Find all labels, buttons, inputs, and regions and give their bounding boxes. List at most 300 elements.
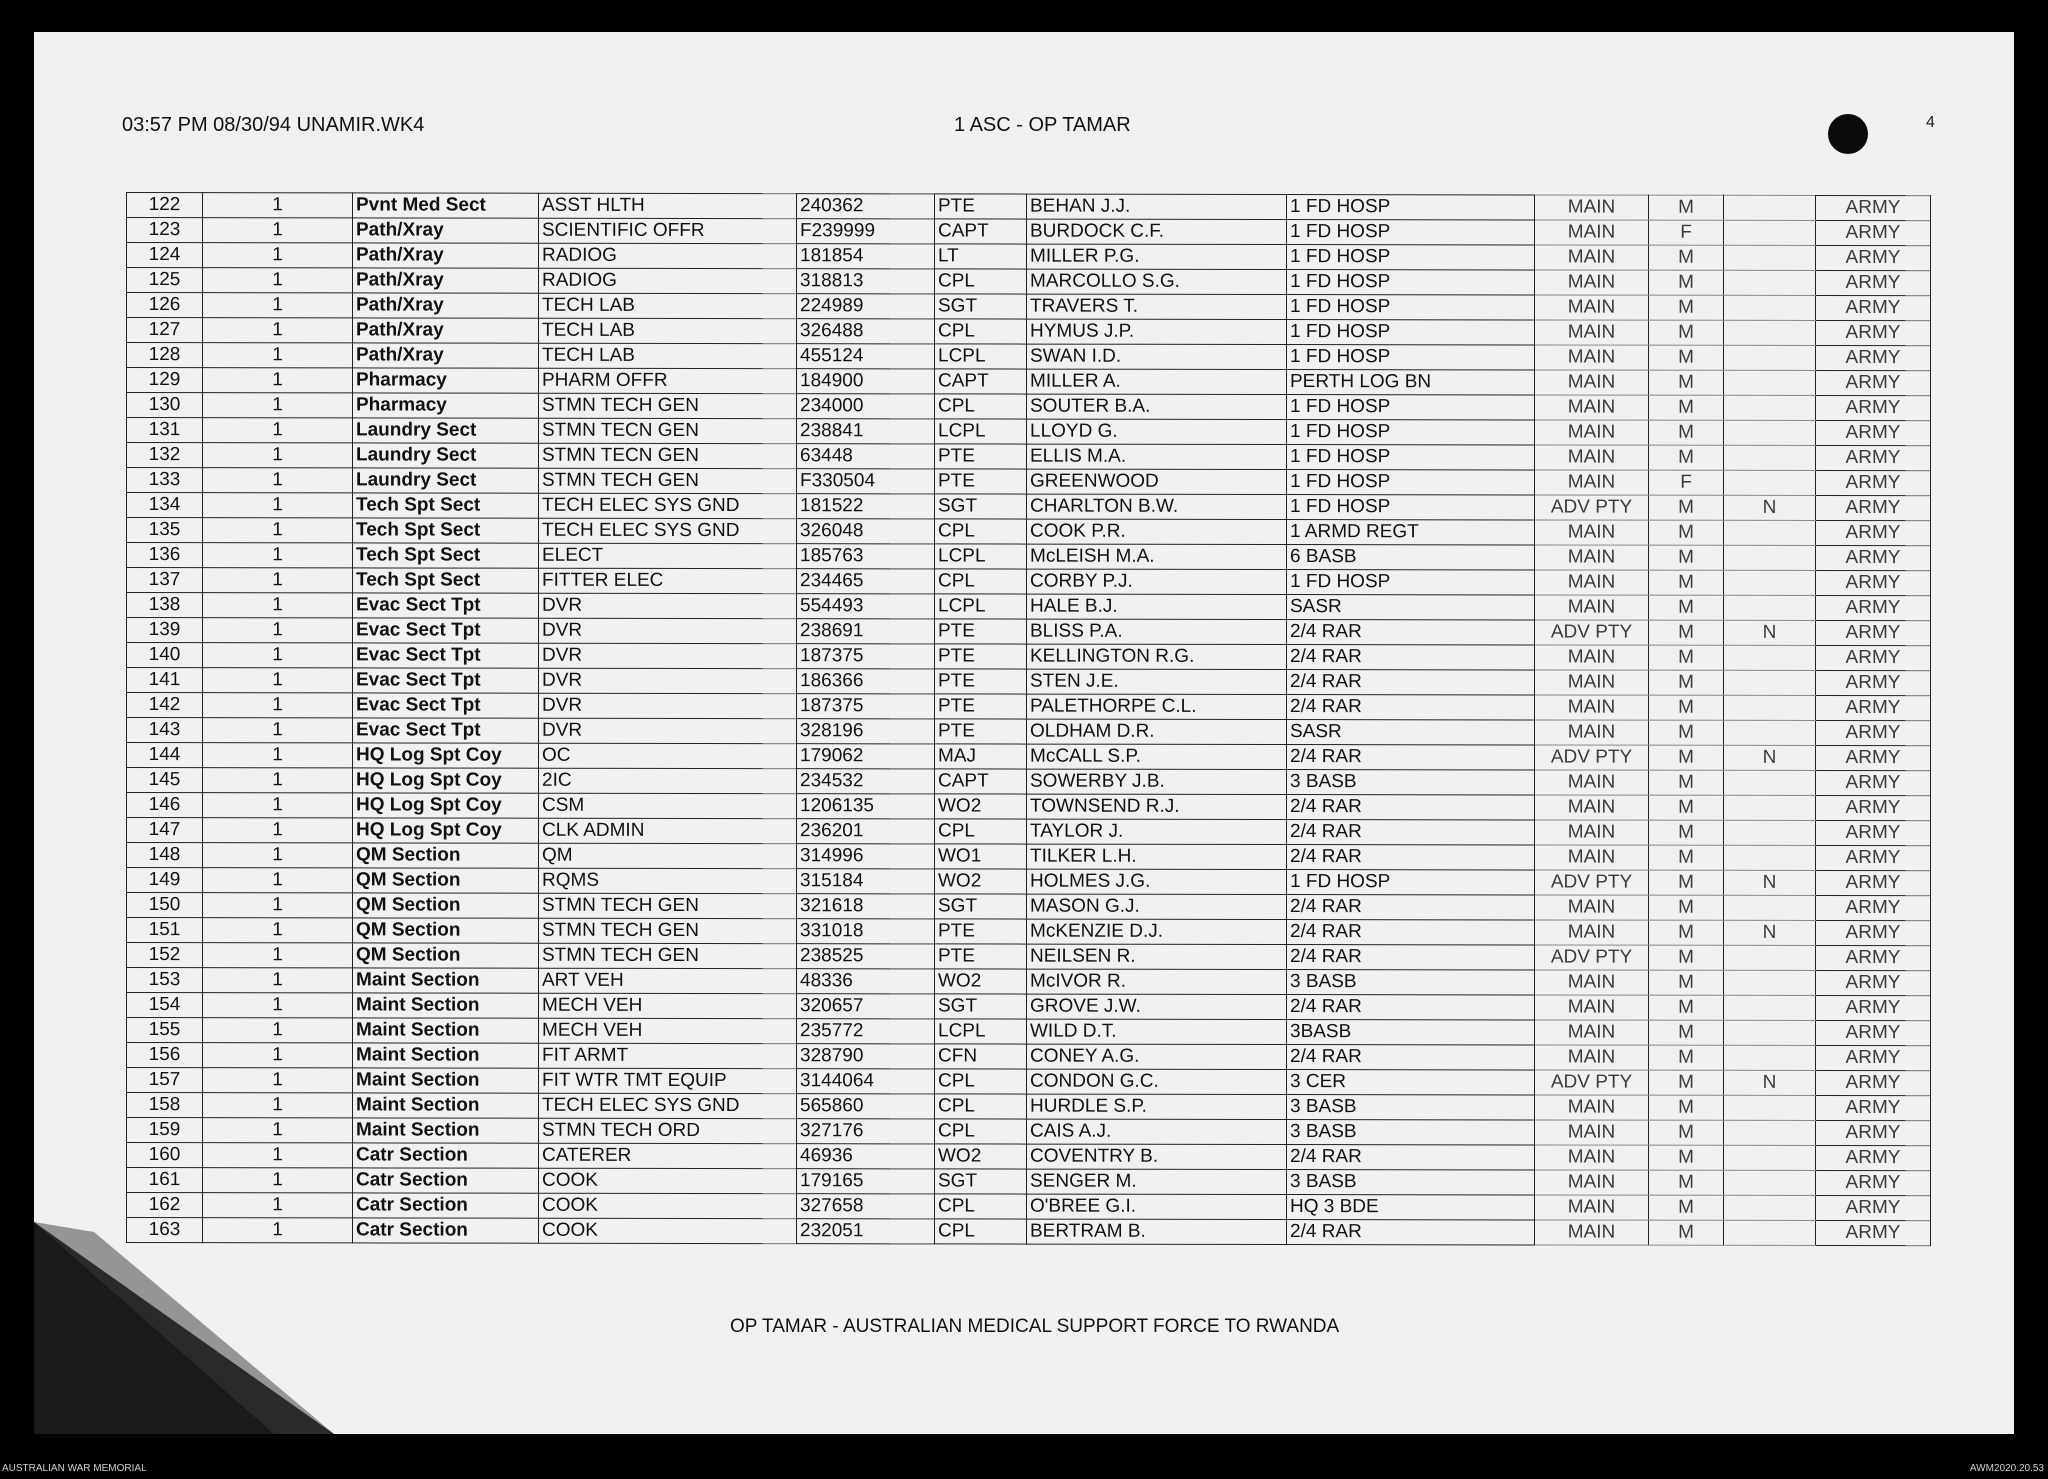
service-number-cell: 238525	[797, 944, 935, 969]
table-row	[127, 918, 1931, 946]
name-cell: KELLINGTON R.G.	[1027, 644, 1287, 669]
serial-cell: 134	[127, 493, 203, 518]
punch-hole-mark	[1828, 114, 1868, 154]
service-number-cell: 187375	[797, 644, 935, 669]
trade-cell: 2IC	[539, 768, 797, 793]
name-cell: TRAVERS T.	[1027, 294, 1287, 319]
service-cell: ARMY	[1816, 870, 1931, 895]
service-cell: ARMY	[1816, 1020, 1931, 1045]
sex-cell: M	[1649, 670, 1724, 695]
unit-cell: Path/Xray	[353, 318, 539, 343]
table-row	[127, 268, 1931, 296]
category-cell: MAIN	[1535, 445, 1649, 470]
unit-cell: HQ Log Spt Coy	[353, 793, 539, 818]
parent-unit-cell: 2/4 RAR	[1287, 695, 1535, 720]
name-cell: CONDON G.C.	[1027, 1069, 1287, 1094]
service-cell: ARMY	[1816, 895, 1931, 920]
sex-cell: M	[1649, 345, 1724, 370]
sex-cell: M	[1649, 520, 1724, 545]
serial-cell: 158	[127, 1093, 203, 1118]
parent-unit-cell: 2/4 RAR	[1287, 620, 1535, 645]
service-number-cell: 326048	[797, 519, 935, 544]
serial-cell: 152	[127, 943, 203, 968]
rank-cell: WO2	[935, 1144, 1027, 1169]
category-cell: MAIN	[1535, 1145, 1649, 1170]
quantity-cell: 1	[203, 1218, 353, 1243]
parent-unit-cell: 2/4 RAR	[1287, 745, 1535, 770]
service-cell: ARMY	[1816, 1095, 1931, 1120]
table-row	[127, 868, 1931, 896]
service-number-cell: 318813	[797, 269, 935, 294]
trade-cell: FITTER ELEC	[539, 568, 797, 593]
category-cell: MAIN	[1535, 970, 1649, 995]
service-number-cell: 181854	[797, 244, 935, 269]
parent-unit-cell: 1 FD HOSP	[1287, 270, 1535, 295]
rank-cell: CPL	[935, 1194, 1027, 1219]
service-number-cell: F239999	[797, 219, 935, 244]
sex-cell: M	[1649, 195, 1724, 220]
sex-cell: M	[1649, 1220, 1724, 1245]
parent-unit-cell: 3BASB	[1287, 1020, 1535, 1045]
trade-cell: MECH VEH	[539, 993, 797, 1018]
flag-cell	[1724, 320, 1816, 345]
table-row	[127, 693, 1931, 721]
unit-cell: Path/Xray	[353, 218, 539, 243]
parent-unit-cell: 6 BASB	[1287, 545, 1535, 570]
rank-cell: CAPT	[935, 369, 1027, 394]
unit-cell: Laundry Sect	[353, 468, 539, 493]
serial-cell: 132	[127, 443, 203, 468]
service-number-cell: 236201	[797, 819, 935, 844]
name-cell: MARCOLLO S.G.	[1027, 269, 1287, 294]
table-row	[127, 968, 1931, 996]
flag-cell: N	[1724, 1070, 1816, 1095]
quantity-cell: 1	[203, 643, 353, 668]
category-cell: ADV PTY	[1535, 620, 1649, 645]
unit-cell: HQ Log Spt Coy	[353, 743, 539, 768]
rank-cell: MAJ	[935, 744, 1027, 769]
name-cell: SOWERBY J.B.	[1027, 769, 1287, 794]
rank-cell: CPL	[935, 819, 1027, 844]
service-cell: ARMY	[1816, 620, 1931, 645]
service-cell: ARMY	[1816, 820, 1931, 845]
parent-unit-cell: 2/4 RAR	[1287, 820, 1535, 845]
name-cell: HURDLE S.P.	[1027, 1094, 1287, 1119]
sex-cell: M	[1649, 745, 1724, 770]
sex-cell: M	[1649, 895, 1724, 920]
serial-cell: 159	[127, 1118, 203, 1143]
unit-cell: Evac Sect Tpt	[353, 618, 539, 643]
service-number-cell: 179062	[797, 744, 935, 769]
trade-cell: COOK	[539, 1193, 797, 1218]
unit-cell: Evac Sect Tpt	[353, 693, 539, 718]
category-cell: MAIN	[1535, 220, 1649, 245]
table-row	[127, 843, 1931, 871]
unit-cell: Tech Spt Sect	[353, 543, 539, 568]
unit-cell: Tech Spt Sect	[353, 568, 539, 593]
quantity-cell: 1	[203, 868, 353, 893]
service-number-cell: 187375	[797, 694, 935, 719]
category-cell: MAIN	[1535, 770, 1649, 795]
table-row	[127, 768, 1931, 796]
service-number-cell: 48336	[797, 969, 935, 994]
serial-cell: 128	[127, 343, 203, 368]
sex-cell: M	[1649, 570, 1724, 595]
trade-cell: STMN TECH GEN	[539, 918, 797, 943]
quantity-cell: 1	[203, 993, 353, 1018]
unit-cell: Path/Xray	[353, 343, 539, 368]
unit-cell: HQ Log Spt Coy	[353, 818, 539, 843]
quantity-cell: 1	[203, 468, 353, 493]
sex-cell: M	[1649, 920, 1724, 945]
table-row	[127, 1168, 1931, 1196]
flag-cell	[1724, 895, 1816, 920]
archive-label: AUSTRALIAN WAR MEMORIAL	[2, 1463, 147, 1474]
trade-cell: DVR	[539, 643, 797, 668]
table-row	[127, 668, 1931, 696]
quantity-cell: 1	[203, 243, 353, 268]
service-cell: ARMY	[1816, 370, 1931, 395]
rank-cell: CPL	[935, 1219, 1027, 1244]
serial-cell: 129	[127, 368, 203, 393]
unit-cell: Maint Section	[353, 1093, 539, 1118]
quantity-cell: 1	[203, 718, 353, 743]
header-timestamp-filename: 03:57 PM 08/30/94 UNAMIR.WK4	[122, 114, 425, 136]
service-cell: ARMY	[1816, 395, 1931, 420]
quantity-cell: 1	[203, 743, 353, 768]
serial-cell: 130	[127, 393, 203, 418]
quantity-cell: 1	[203, 418, 353, 443]
serial-cell: 149	[127, 868, 203, 893]
serial-cell: 148	[127, 843, 203, 868]
rank-cell: WO1	[935, 844, 1027, 869]
service-cell: ARMY	[1816, 520, 1931, 545]
flag-cell: N	[1724, 620, 1816, 645]
trade-cell: TECH ELEC SYS GND	[539, 518, 797, 543]
rank-cell: WO2	[935, 969, 1027, 994]
service-cell: ARMY	[1816, 1070, 1931, 1095]
sex-cell: M	[1649, 1020, 1724, 1045]
sex-cell: M	[1649, 495, 1724, 520]
quantity-cell: 1	[203, 1068, 353, 1093]
rank-cell: LCPL	[935, 1019, 1027, 1044]
category-cell: MAIN	[1535, 695, 1649, 720]
service-cell: ARMY	[1816, 695, 1931, 720]
header-title: 1 ASC - OP TAMAR	[954, 114, 1131, 136]
flag-cell	[1724, 595, 1816, 620]
flag-cell	[1724, 770, 1816, 795]
parent-unit-cell: 1 FD HOSP	[1287, 420, 1535, 445]
unit-cell: Path/Xray	[353, 243, 539, 268]
trade-cell: DVR	[539, 618, 797, 643]
parent-unit-cell: 3 BASB	[1287, 1170, 1535, 1195]
quantity-cell: 1	[203, 968, 353, 993]
service-number-cell: F330504	[797, 469, 935, 494]
serial-cell: 156	[127, 1043, 203, 1068]
parent-unit-cell: 3 BASB	[1287, 770, 1535, 795]
unit-cell: QM Section	[353, 843, 539, 868]
serial-cell: 162	[127, 1193, 203, 1218]
unit-cell: Tech Spt Sect	[353, 493, 539, 518]
name-cell: ELLIS M.A.	[1027, 444, 1287, 469]
serial-cell: 137	[127, 568, 203, 593]
parent-unit-cell: 2/4 RAR	[1287, 1045, 1535, 1070]
table-row	[127, 293, 1931, 321]
sex-cell: M	[1649, 1170, 1724, 1195]
unit-cell: Laundry Sect	[353, 443, 539, 468]
service-number-cell: 321618	[797, 894, 935, 919]
service-cell: ARMY	[1816, 570, 1931, 595]
trade-cell: STMN TECN GEN	[539, 443, 797, 468]
service-number-cell: 554493	[797, 594, 935, 619]
serial-cell: 161	[127, 1168, 203, 1193]
rank-cell: CPL	[935, 1119, 1027, 1144]
quantity-cell: 1	[203, 793, 353, 818]
category-cell: MAIN	[1535, 1045, 1649, 1070]
service-number-cell: 1206135	[797, 794, 935, 819]
roster-body	[127, 193, 1931, 1246]
service-cell: ARMY	[1816, 195, 1931, 220]
trade-cell: QM	[539, 843, 797, 868]
trade-cell: PHARM OFFR	[539, 368, 797, 393]
name-cell: HOLMES J.G.	[1027, 869, 1287, 894]
sex-cell: M	[1649, 1120, 1724, 1145]
service-cell: ARMY	[1816, 545, 1931, 570]
unit-cell: Maint Section	[353, 968, 539, 993]
name-cell: SENGER M.	[1027, 1169, 1287, 1194]
footer-title: OP TAMAR - AUSTRALIAN MEDICAL SUPPORT FORCE TO RWANDA	[730, 1316, 1340, 1337]
sex-cell: M	[1649, 1045, 1724, 1070]
category-cell: MAIN	[1535, 270, 1649, 295]
trade-cell: FIT WTR TMT EQUIP	[539, 1068, 797, 1093]
parent-unit-cell: 2/4 RAR	[1287, 1145, 1535, 1170]
unit-cell: Maint Section	[353, 1068, 539, 1093]
flag-cell: N	[1724, 745, 1816, 770]
service-number-cell: 331018	[797, 919, 935, 944]
serial-cell: 147	[127, 818, 203, 843]
service-cell: ARMY	[1816, 1120, 1931, 1145]
service-cell: ARMY	[1816, 470, 1931, 495]
flag-cell	[1724, 1220, 1816, 1245]
table-row	[127, 1193, 1931, 1221]
name-cell: WILD D.T.	[1027, 1019, 1287, 1044]
quantity-cell: 1	[203, 693, 353, 718]
unit-cell: Tech Spt Sect	[353, 518, 539, 543]
parent-unit-cell: 2/4 RAR	[1287, 1220, 1535, 1245]
service-number-cell: 238841	[797, 419, 935, 444]
sex-cell: M	[1649, 245, 1724, 270]
trade-cell: TECH ELEC SYS GND	[539, 1093, 797, 1118]
table-row	[127, 393, 1931, 421]
rank-cell: PTE	[935, 719, 1027, 744]
category-cell: MAIN	[1535, 395, 1649, 420]
parent-unit-cell: 2/4 RAR	[1287, 920, 1535, 945]
rank-cell: PTE	[935, 644, 1027, 669]
category-cell: MAIN	[1535, 920, 1649, 945]
quantity-cell: 1	[203, 1168, 353, 1193]
rank-cell: SGT	[935, 894, 1027, 919]
quantity-cell: 1	[203, 193, 353, 218]
rank-cell: SGT	[935, 1169, 1027, 1194]
trade-cell: STMN TECH GEN	[539, 393, 797, 418]
serial-cell: 139	[127, 618, 203, 643]
trade-cell: ART VEH	[539, 968, 797, 993]
quantity-cell: 1	[203, 593, 353, 618]
name-cell: CAIS A.J.	[1027, 1119, 1287, 1144]
name-cell: BEHAN J.J.	[1027, 194, 1287, 219]
unit-cell: Evac Sect Tpt	[353, 593, 539, 618]
table-row	[127, 1018, 1931, 1046]
quantity-cell: 1	[203, 843, 353, 868]
serial-cell: 163	[127, 1218, 203, 1243]
flag-cell	[1724, 995, 1816, 1020]
quantity-cell: 1	[203, 443, 353, 468]
flag-cell	[1724, 945, 1816, 970]
sex-cell: M	[1649, 1195, 1724, 1220]
trade-cell: ELECT	[539, 543, 797, 568]
parent-unit-cell: 3 BASB	[1287, 970, 1535, 995]
service-cell: ARMY	[1816, 295, 1931, 320]
quantity-cell: 1	[203, 918, 353, 943]
flag-cell	[1724, 720, 1816, 745]
trade-cell: FIT ARMT	[539, 1043, 797, 1068]
flag-cell	[1724, 270, 1816, 295]
category-cell: MAIN	[1535, 720, 1649, 745]
serial-cell: 127	[127, 318, 203, 343]
service-number-cell: 240362	[797, 194, 935, 219]
table-row	[127, 193, 1931, 221]
trade-cell: DVR	[539, 718, 797, 743]
category-cell: MAIN	[1535, 820, 1649, 845]
name-cell: BERTRAM B.	[1027, 1219, 1287, 1244]
flag-cell	[1724, 345, 1816, 370]
personnel-roster-table	[126, 192, 1931, 1246]
service-number-cell: 181522	[797, 494, 935, 519]
name-cell: CHARLTON B.W.	[1027, 494, 1287, 519]
service-cell: ARMY	[1816, 745, 1931, 770]
trade-cell: RQMS	[539, 868, 797, 893]
unit-cell: Maint Section	[353, 993, 539, 1018]
flag-cell	[1724, 470, 1816, 495]
flag-cell	[1724, 545, 1816, 570]
service-cell: ARMY	[1816, 945, 1931, 970]
rank-cell: PTE	[935, 694, 1027, 719]
service-cell: ARMY	[1816, 345, 1931, 370]
category-cell: MAIN	[1535, 595, 1649, 620]
rank-cell: PTE	[935, 469, 1027, 494]
quantity-cell: 1	[203, 1018, 353, 1043]
flag-cell	[1724, 570, 1816, 595]
trade-cell: CATERER	[539, 1143, 797, 1168]
rank-cell: CFN	[935, 1044, 1027, 1069]
flag-cell	[1724, 195, 1816, 220]
rank-cell: SGT	[935, 994, 1027, 1019]
unit-cell: QM Section	[353, 943, 539, 968]
service-number-cell: 328196	[797, 719, 935, 744]
rank-cell: LCPL	[935, 594, 1027, 619]
service-number-cell: 63448	[797, 444, 935, 469]
unit-cell: Catr Section	[353, 1218, 539, 1243]
serial-cell: 135	[127, 518, 203, 543]
category-cell: MAIN	[1535, 570, 1649, 595]
table-row	[127, 518, 1931, 546]
serial-cell: 126	[127, 293, 203, 318]
name-cell: MILLER P.G.	[1027, 244, 1287, 269]
flag-cell	[1724, 220, 1816, 245]
flag-cell	[1724, 845, 1816, 870]
service-number-cell: 179165	[797, 1169, 935, 1194]
category-cell: MAIN	[1535, 795, 1649, 820]
table-row	[127, 543, 1931, 571]
quantity-cell: 1	[203, 343, 353, 368]
flag-cell	[1724, 1045, 1816, 1070]
table-row	[127, 443, 1931, 471]
serial-cell: 133	[127, 468, 203, 493]
service-number-cell: 314996	[797, 844, 935, 869]
table-row	[127, 718, 1931, 746]
flag-cell	[1724, 820, 1816, 845]
sex-cell: M	[1649, 945, 1724, 970]
quantity-cell: 1	[203, 668, 353, 693]
table-row	[127, 343, 1931, 371]
name-cell: SWAN I.D.	[1027, 344, 1287, 369]
serial-cell: 140	[127, 643, 203, 668]
trade-cell: TECH ELEC SYS GND	[539, 493, 797, 518]
quantity-cell: 1	[203, 818, 353, 843]
trade-cell: COOK	[539, 1218, 797, 1243]
trade-cell: TECH LAB	[539, 318, 797, 343]
name-cell: LLOYD G.	[1027, 419, 1287, 444]
sex-cell: M	[1649, 320, 1724, 345]
quantity-cell: 1	[203, 368, 353, 393]
flag-cell	[1724, 395, 1816, 420]
table-row	[127, 1043, 1931, 1071]
sex-cell: M	[1649, 820, 1724, 845]
unit-cell: HQ Log Spt Coy	[353, 768, 539, 793]
flag-cell	[1724, 695, 1816, 720]
table-row	[127, 1218, 1931, 1246]
trade-cell: ASST HLTH	[539, 193, 797, 218]
rank-cell: PTE	[935, 919, 1027, 944]
parent-unit-cell: 1 FD HOSP	[1287, 470, 1535, 495]
quantity-cell: 1	[203, 293, 353, 318]
document-sheet	[34, 32, 2014, 1434]
flag-cell	[1724, 520, 1816, 545]
serial-cell: 150	[127, 893, 203, 918]
service-cell: ARMY	[1816, 445, 1931, 470]
name-cell: PALETHORPE C.L.	[1027, 694, 1287, 719]
category-cell: ADV PTY	[1535, 495, 1649, 520]
sex-cell: F	[1649, 470, 1724, 495]
sex-cell: M	[1649, 395, 1724, 420]
category-cell: ADV PTY	[1535, 945, 1649, 970]
trade-cell: SCIENTIFIC OFFR	[539, 218, 797, 243]
unit-cell: Laundry Sect	[353, 418, 539, 443]
flag-cell	[1724, 1120, 1816, 1145]
flag-cell	[1724, 1095, 1816, 1120]
trade-cell: RADIOG	[539, 268, 797, 293]
unit-cell: Pharmacy	[353, 368, 539, 393]
unit-cell: Maint Section	[353, 1018, 539, 1043]
name-cell: TAYLOR J.	[1027, 819, 1287, 844]
name-cell: McCALL S.P.	[1027, 744, 1287, 769]
rank-cell: CPL	[935, 569, 1027, 594]
flag-cell: N	[1724, 495, 1816, 520]
service-cell: ARMY	[1816, 270, 1931, 295]
parent-unit-cell: 1 FD HOSP	[1287, 220, 1535, 245]
service-cell: ARMY	[1816, 970, 1931, 995]
quantity-cell: 1	[203, 1143, 353, 1168]
